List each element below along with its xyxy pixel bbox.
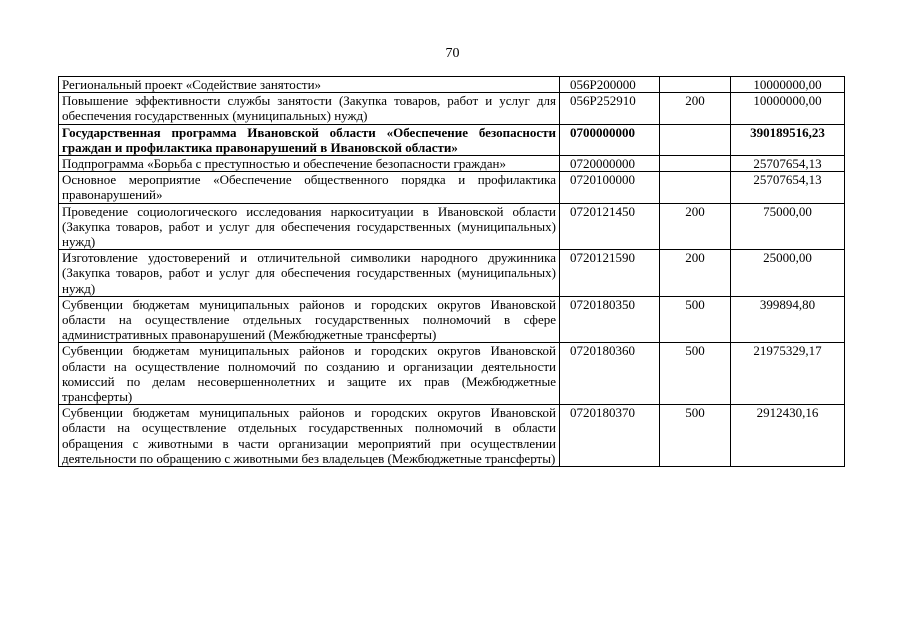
row-amount-cell: 390189516,23 [731, 124, 845, 155]
row-type-cell: 200 [660, 93, 731, 124]
row-code-cell: 056P252910 [560, 93, 660, 124]
row-name-cell: Проведение социологического исследования наркоситуации в Ивановской области (Закупка товаров, работ и услуг для обеспечения государственных (муниципальных) нужд) [59, 203, 560, 250]
table-row [59, 93, 845, 124]
row-code-cell: 0720000000 [560, 156, 660, 172]
row-amount-cell: 25000,00 [731, 250, 845, 297]
budget-table [58, 76, 845, 467]
row-type-cell: 500 [660, 343, 731, 405]
row-name-cell: Повышение эффективности службы занятости (Закупка товаров, работ и услуг для обеспечения государственных (муниципальных) нужд) [59, 93, 560, 124]
row-name-cell: Субвенции бюджетам муниципальных районов и городских округов Ивановской области на осуществление полномочий по созданию и организации деятельности комиссий по делам несовершеннолетних и защите их прав (Межбюджетные трансферты) [59, 343, 560, 405]
row-name-cell: Субвенции бюджетам муниципальных районов и городских округов Ивановской области на осуществление отдельных государственных полномочий в сфере административных правонарушений (Межбюджетные трансферты) [59, 296, 560, 343]
row-amount-cell: 25707654,13 [731, 156, 845, 172]
row-name-cell: Субвенции бюджетам муниципальных районов и городских округов Ивановской области на осуществление отдельных государственных полномочий в области обращения с животными в части организации мероприятий при осуществлении деятельности по обращению с животными без владельцев (Межбюджетные трансферты) [59, 405, 560, 467]
row-type-cell [660, 77, 731, 93]
row-type-cell: 500 [660, 296, 731, 343]
row-code-cell: 0720180370 [560, 405, 660, 467]
row-amount-cell: 2912430,16 [731, 405, 845, 467]
row-amount-cell: 399894,80 [731, 296, 845, 343]
row-code-cell: 0700000000 [560, 124, 660, 155]
table-row [59, 203, 845, 250]
table-row [59, 296, 845, 343]
row-name-cell: Региональный проект «Содействие занятости» [59, 77, 560, 93]
row-type-cell [660, 156, 731, 172]
table-row [59, 250, 845, 297]
row-code-cell: 0720121590 [560, 250, 660, 297]
row-type-cell: 200 [660, 250, 731, 297]
row-code-cell: 0720180360 [560, 343, 660, 405]
row-amount-cell: 75000,00 [731, 203, 845, 250]
row-type-cell [660, 172, 731, 203]
table-row [59, 124, 845, 155]
page-number: 70 [445, 46, 460, 61]
row-code-cell: 056P200000 [560, 77, 660, 93]
row-code-cell: 0720100000 [560, 172, 660, 203]
row-amount-cell: 10000000,00 [731, 77, 845, 93]
table-row [59, 172, 845, 203]
row-type-cell: 200 [660, 203, 731, 250]
row-type-cell: 500 [660, 405, 731, 467]
row-code-cell: 0720121450 [560, 203, 660, 250]
row-name-cell: Подпрограмма «Борьба с преступностью и обеспечение безопасности граждан» [59, 156, 560, 172]
row-code-cell: 0720180350 [560, 296, 660, 343]
table-row [59, 343, 845, 405]
row-name-cell: Основное мероприятие «Обеспечение общественного порядка и профилактика правонарушений» [59, 172, 560, 203]
row-amount-cell: 10000000,00 [731, 93, 845, 124]
row-type-cell [660, 124, 731, 155]
row-amount-cell: 21975329,17 [731, 343, 845, 405]
row-name-cell: Изготовление удостоверений и отличительной символики народного дружинника (Закупка товаров, работ и услуг для обеспечения государственных (муниципальных) нужд) [59, 250, 560, 297]
row-name-cell: Государственная программа Ивановской области «Обеспечение безопасности граждан и профилактика правонарушений в Ивановской области» [59, 124, 560, 155]
table-row [59, 156, 845, 172]
table-row [59, 405, 845, 467]
row-amount-cell: 25707654,13 [731, 172, 845, 203]
table-row [59, 77, 845, 93]
